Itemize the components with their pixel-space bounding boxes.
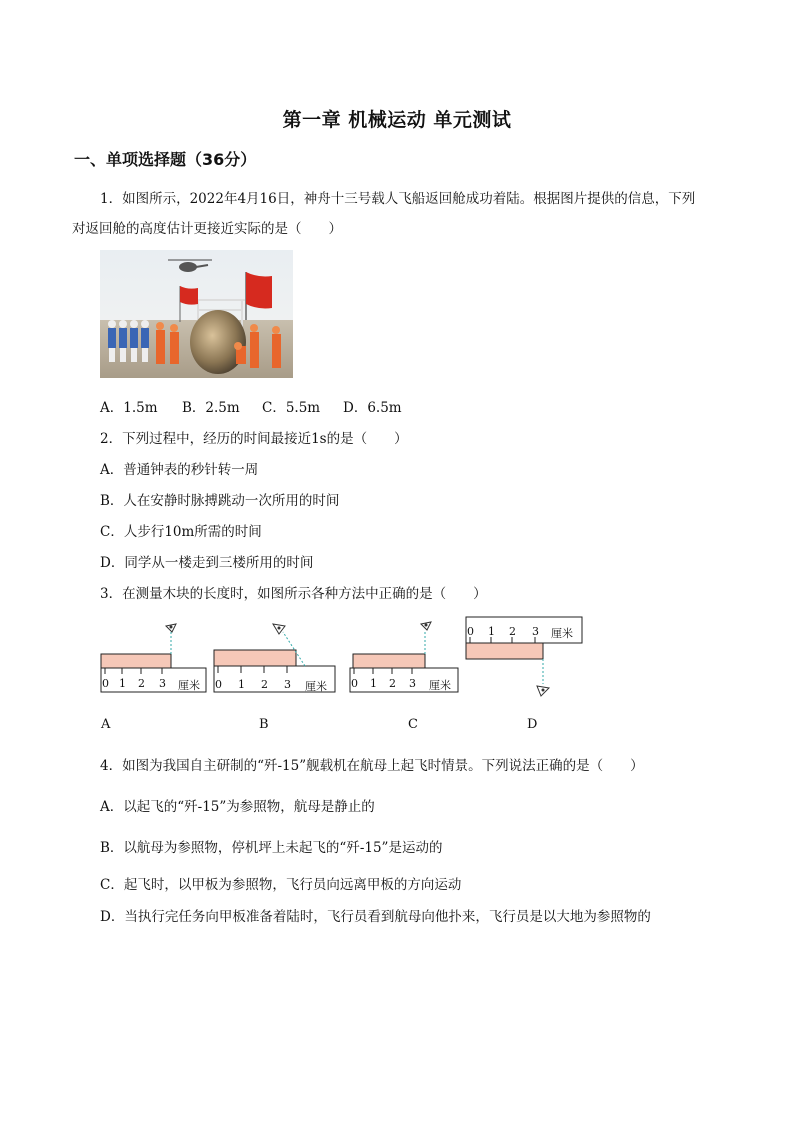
tick-label: 0 — [467, 625, 474, 638]
q2-option-d: D．同学从一楼走到三楼所用的时间 — [100, 555, 314, 571]
q3-stem: 3．在测量木块的长度时，如图所示各种方法中正确的是（ ） — [100, 586, 487, 602]
tick-label: 2 — [261, 678, 268, 691]
wood-block — [466, 643, 543, 659]
q4-option-a: A．以起飞的“歼-15”为参照物，航母是静止的 — [100, 799, 375, 815]
q1-option-c: C．5.5m — [262, 400, 321, 416]
q1-stem-line1: 1．如图所示，2022年4月16日，神舟十三号载人飞船返回舱成功着陆。根据图片提供的信息，下列 — [100, 191, 696, 207]
tick-label: 0 — [215, 678, 222, 691]
section-heading: 一、单项选择题（36分） — [74, 150, 257, 169]
capsule-photo — [100, 250, 293, 378]
eye-icon — [537, 686, 549, 696]
ruler-unit: 厘米 — [551, 627, 573, 640]
capsule-landing-image — [100, 250, 293, 378]
q2-option-a: A．普通钟表的秒针转一周 — [100, 462, 259, 478]
tick-label: 3 — [284, 678, 291, 691]
q1-stem-line2: 对返回舱的高度估计更接近实际的是（ ） — [72, 221, 342, 237]
wood-block — [214, 650, 296, 666]
tick-label: 2 — [138, 677, 145, 690]
ruler-figure-d — [465, 616, 585, 700]
ruler-figure-a — [100, 618, 208, 696]
ruler-figure-b — [213, 618, 337, 696]
q1-option-d: D．6.5m — [343, 400, 402, 416]
ruler-unit: 厘米 — [429, 679, 451, 692]
page-title: 第一章 机械运动 单元测试 — [282, 109, 512, 131]
tick-label: 2 — [509, 625, 516, 638]
figure-label-b: B — [259, 717, 269, 732]
wood-block — [101, 654, 171, 668]
q1-option-b: B．2.5m — [182, 400, 240, 416]
tick-label: 1 — [119, 677, 126, 690]
eye-icon — [273, 624, 285, 634]
q2-option-c: C．人步行10m所需的时间 — [100, 524, 262, 540]
q1-option-a: A．1.5m — [100, 400, 158, 416]
eye-icon — [421, 622, 431, 630]
tick-label: 0 — [351, 677, 358, 690]
figure-label-c: C — [408, 717, 418, 732]
ruler-unit: 厘米 — [305, 680, 327, 693]
ruler-figure-c — [349, 618, 459, 696]
tick-label: 1 — [370, 677, 377, 690]
tick-label: 2 — [389, 677, 396, 690]
ruler-unit: 厘米 — [178, 679, 200, 692]
tick-label: 3 — [409, 677, 416, 690]
wood-block — [353, 654, 425, 668]
q4-stem: 4．如图为我国自主研制的“歼-15”舰载机在航母上起飞时情景。下列说法正确的是（ ） — [100, 758, 644, 774]
q4-option-b: B．以航母为参照物，停机坪上未起飞的“歼-15”是运动的 — [100, 840, 443, 856]
tick-label: 1 — [488, 625, 495, 638]
q2-stem: 2．下列过程中，经历的时间最接近1s的是（ ） — [100, 431, 408, 447]
capsule-shape — [190, 310, 246, 374]
tick-label: 1 — [238, 678, 245, 691]
q2-option-b: B．人在安静时脉搏跳动一次所用的时间 — [100, 493, 340, 509]
q4-option-d: D．当执行完任务向甲板准备着陆时，飞行员看到航母向他扑来，飞行员是以大地为参照物的 — [100, 909, 651, 925]
figure-label-a: A — [101, 717, 111, 732]
tick-label: 3 — [532, 625, 539, 638]
figure-label-d: D — [527, 717, 538, 732]
eye-icon — [166, 624, 176, 632]
q4-option-c: C．起飞时，以甲板为参照物，飞行员向远离甲板的方向运动 — [100, 877, 462, 893]
tick-label: 0 — [102, 677, 109, 690]
tick-label: 3 — [159, 677, 166, 690]
